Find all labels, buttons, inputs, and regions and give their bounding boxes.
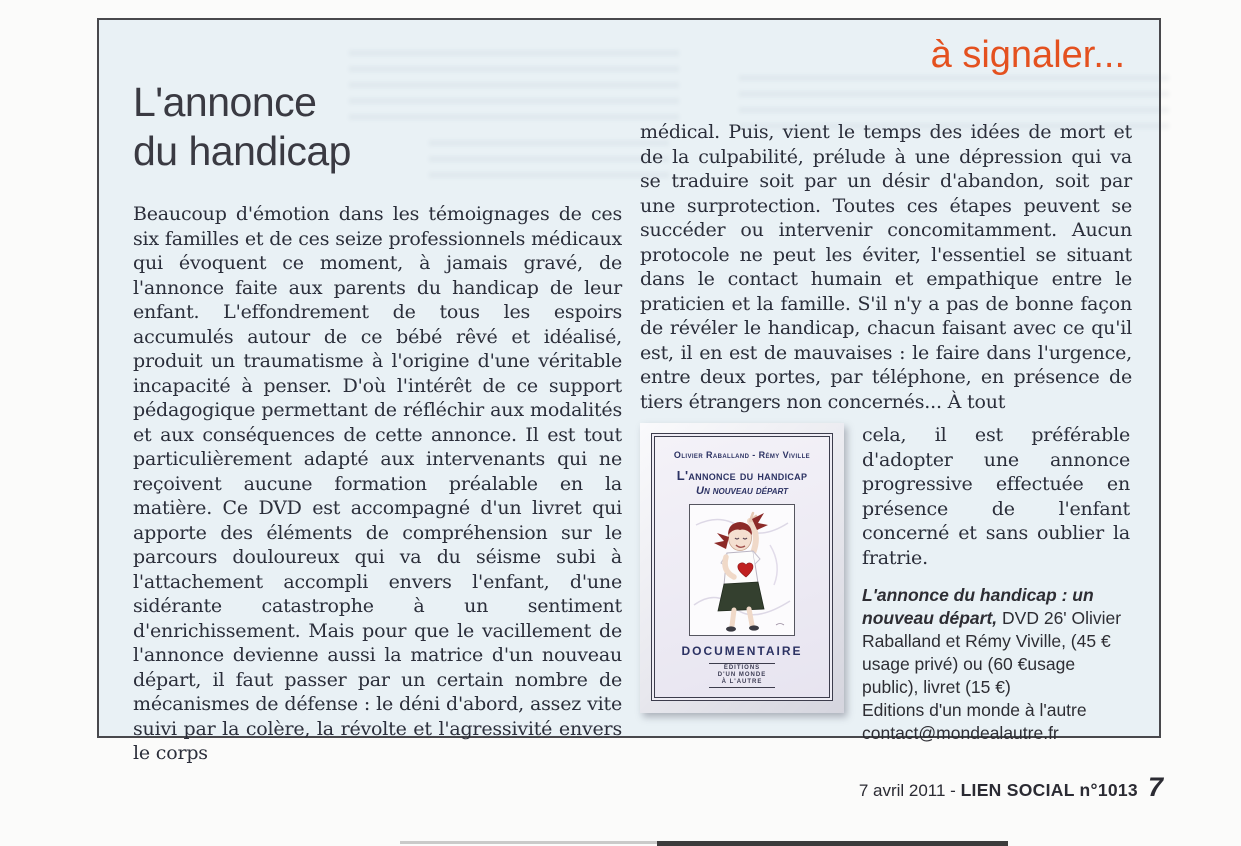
footer-journal: LIEN SOCIAL n°1013	[960, 780, 1138, 800]
article-title	[133, 78, 351, 176]
column-right-paragraph-2: cela, il est préférable d'adopter une annonce progressive effectuée en présence de l'enfant concerné et sans oublier la fratrie.	[862, 424, 1130, 569]
dvd-authors: Olivier Raballand - Rémy Viville	[673, 450, 811, 460]
caption-contact: contact@mondealautre.fr	[862, 723, 1059, 743]
right-of-dvd-column	[862, 423, 1130, 745]
dvd-and-caption-row	[640, 423, 1132, 745]
caption-publisher: Editions d'un monde à l'autre	[862, 700, 1087, 720]
girl-illustration	[690, 505, 794, 635]
dvd-caption	[862, 584, 1130, 699]
dvd-publisher-line2: D'UN MONDE	[717, 672, 767, 678]
dvd-subtitle: Un nouveau départ	[696, 485, 788, 497]
article-title-line1: L'annonce	[133, 79, 317, 125]
caption-title: L'annonce du handicap : un nouveau départ,	[862, 585, 1094, 628]
bleed-through-artifact	[349, 50, 679, 120]
dvd-illustration	[689, 504, 795, 636]
footer-page-number: 7	[1147, 772, 1163, 802]
article-title-line2: du handicap	[133, 128, 351, 174]
dvd-title: L'annonce du handicap	[676, 468, 808, 483]
footer-date: 7 avril 2011 -	[858, 781, 961, 800]
content-panel	[97, 18, 1161, 764]
dvd-publisher-line1: ÉDITIONS	[723, 665, 761, 671]
dvd-cover-frame	[651, 433, 833, 701]
article-column-right	[640, 120, 1132, 745]
caption-details: DVD 26' Olivier Raballand et Rémy Viville, (45 € usage privé) ou (60 €usage public), livret (15 €)	[862, 608, 1122, 697]
bleed-through-artifact	[429, 140, 669, 180]
section-label: à signaler...	[930, 34, 1125, 76]
scan-artifact-gray	[400, 841, 662, 844]
article-column-left: Beaucoup d'émotion dans les témoignages de ces six familles et de ces seize professionnels médicaux qui évoquent ce moment, à jamais gravé, de l'annonce faite aux parents du handicap de leur enfant. L'effondrement de tous les espoirs accumulés autour de ce bébé rêvé et idéalisé, produit un traumatisme à l'origine d'une véritable incapacité à penser. D'où l'intérêt de ce support pédagogique permettant de réfléchir aux modalités et aux conséquences de cette annonce. Il est tout particulièrement adapté aux intervenants qui ne reçoivent aucune formation préalable en la matière. Ce DVD est accompagné d'un livret qui apporte des éléments de compréhension sur le parcours douloureux qui va du séisme subi à l'attachement accompli envers l'enfant, d'une sidérante catastrophe à un sentiment d'enrichissement. Mais pour que le vacillement de l'annonce devienne aussi la matrice d'un nouveau départ, il faut passer par un certain nombre de mécanismes de défense : le déni d'abord, assez vite suivi par la colère, la révolte et l'agressivité envers le corps	[133, 203, 622, 764]
scan-artifact-dark	[657, 841, 1008, 846]
dvd-publisher-logo	[709, 663, 775, 688]
dvd-cover-inner	[654, 436, 830, 698]
dvd-cover	[640, 423, 844, 713]
dvd-genre: DOCUMENTAIRE	[681, 644, 803, 658]
column-right-paragraph-1: médical. Puis, vient le temps des idées de mort et de la culpabilité, prélude à une dépression qui va se traduire soit par un désir d'abandon, soit par une surprotection. Toutes ces étapes peuvent se succéder ou intervenir concomitamment. Aucun protocole ne peut les éviter, l'essentiel se situant dans le contact humain et empathique entre le praticien et la famille. S'il n'y a pas de bonne façon de révéler le handicap, chacun faisant avec ce qu'il est, il en est de mauvaises : le faire dans l'urgence, entre deux portes, par téléphone, en présence de tiers étrangers non concernés... À tout	[640, 121, 1132, 413]
page-footer	[859, 772, 1163, 803]
dvd-publisher-line3: À L'AUTRE	[721, 679, 763, 685]
